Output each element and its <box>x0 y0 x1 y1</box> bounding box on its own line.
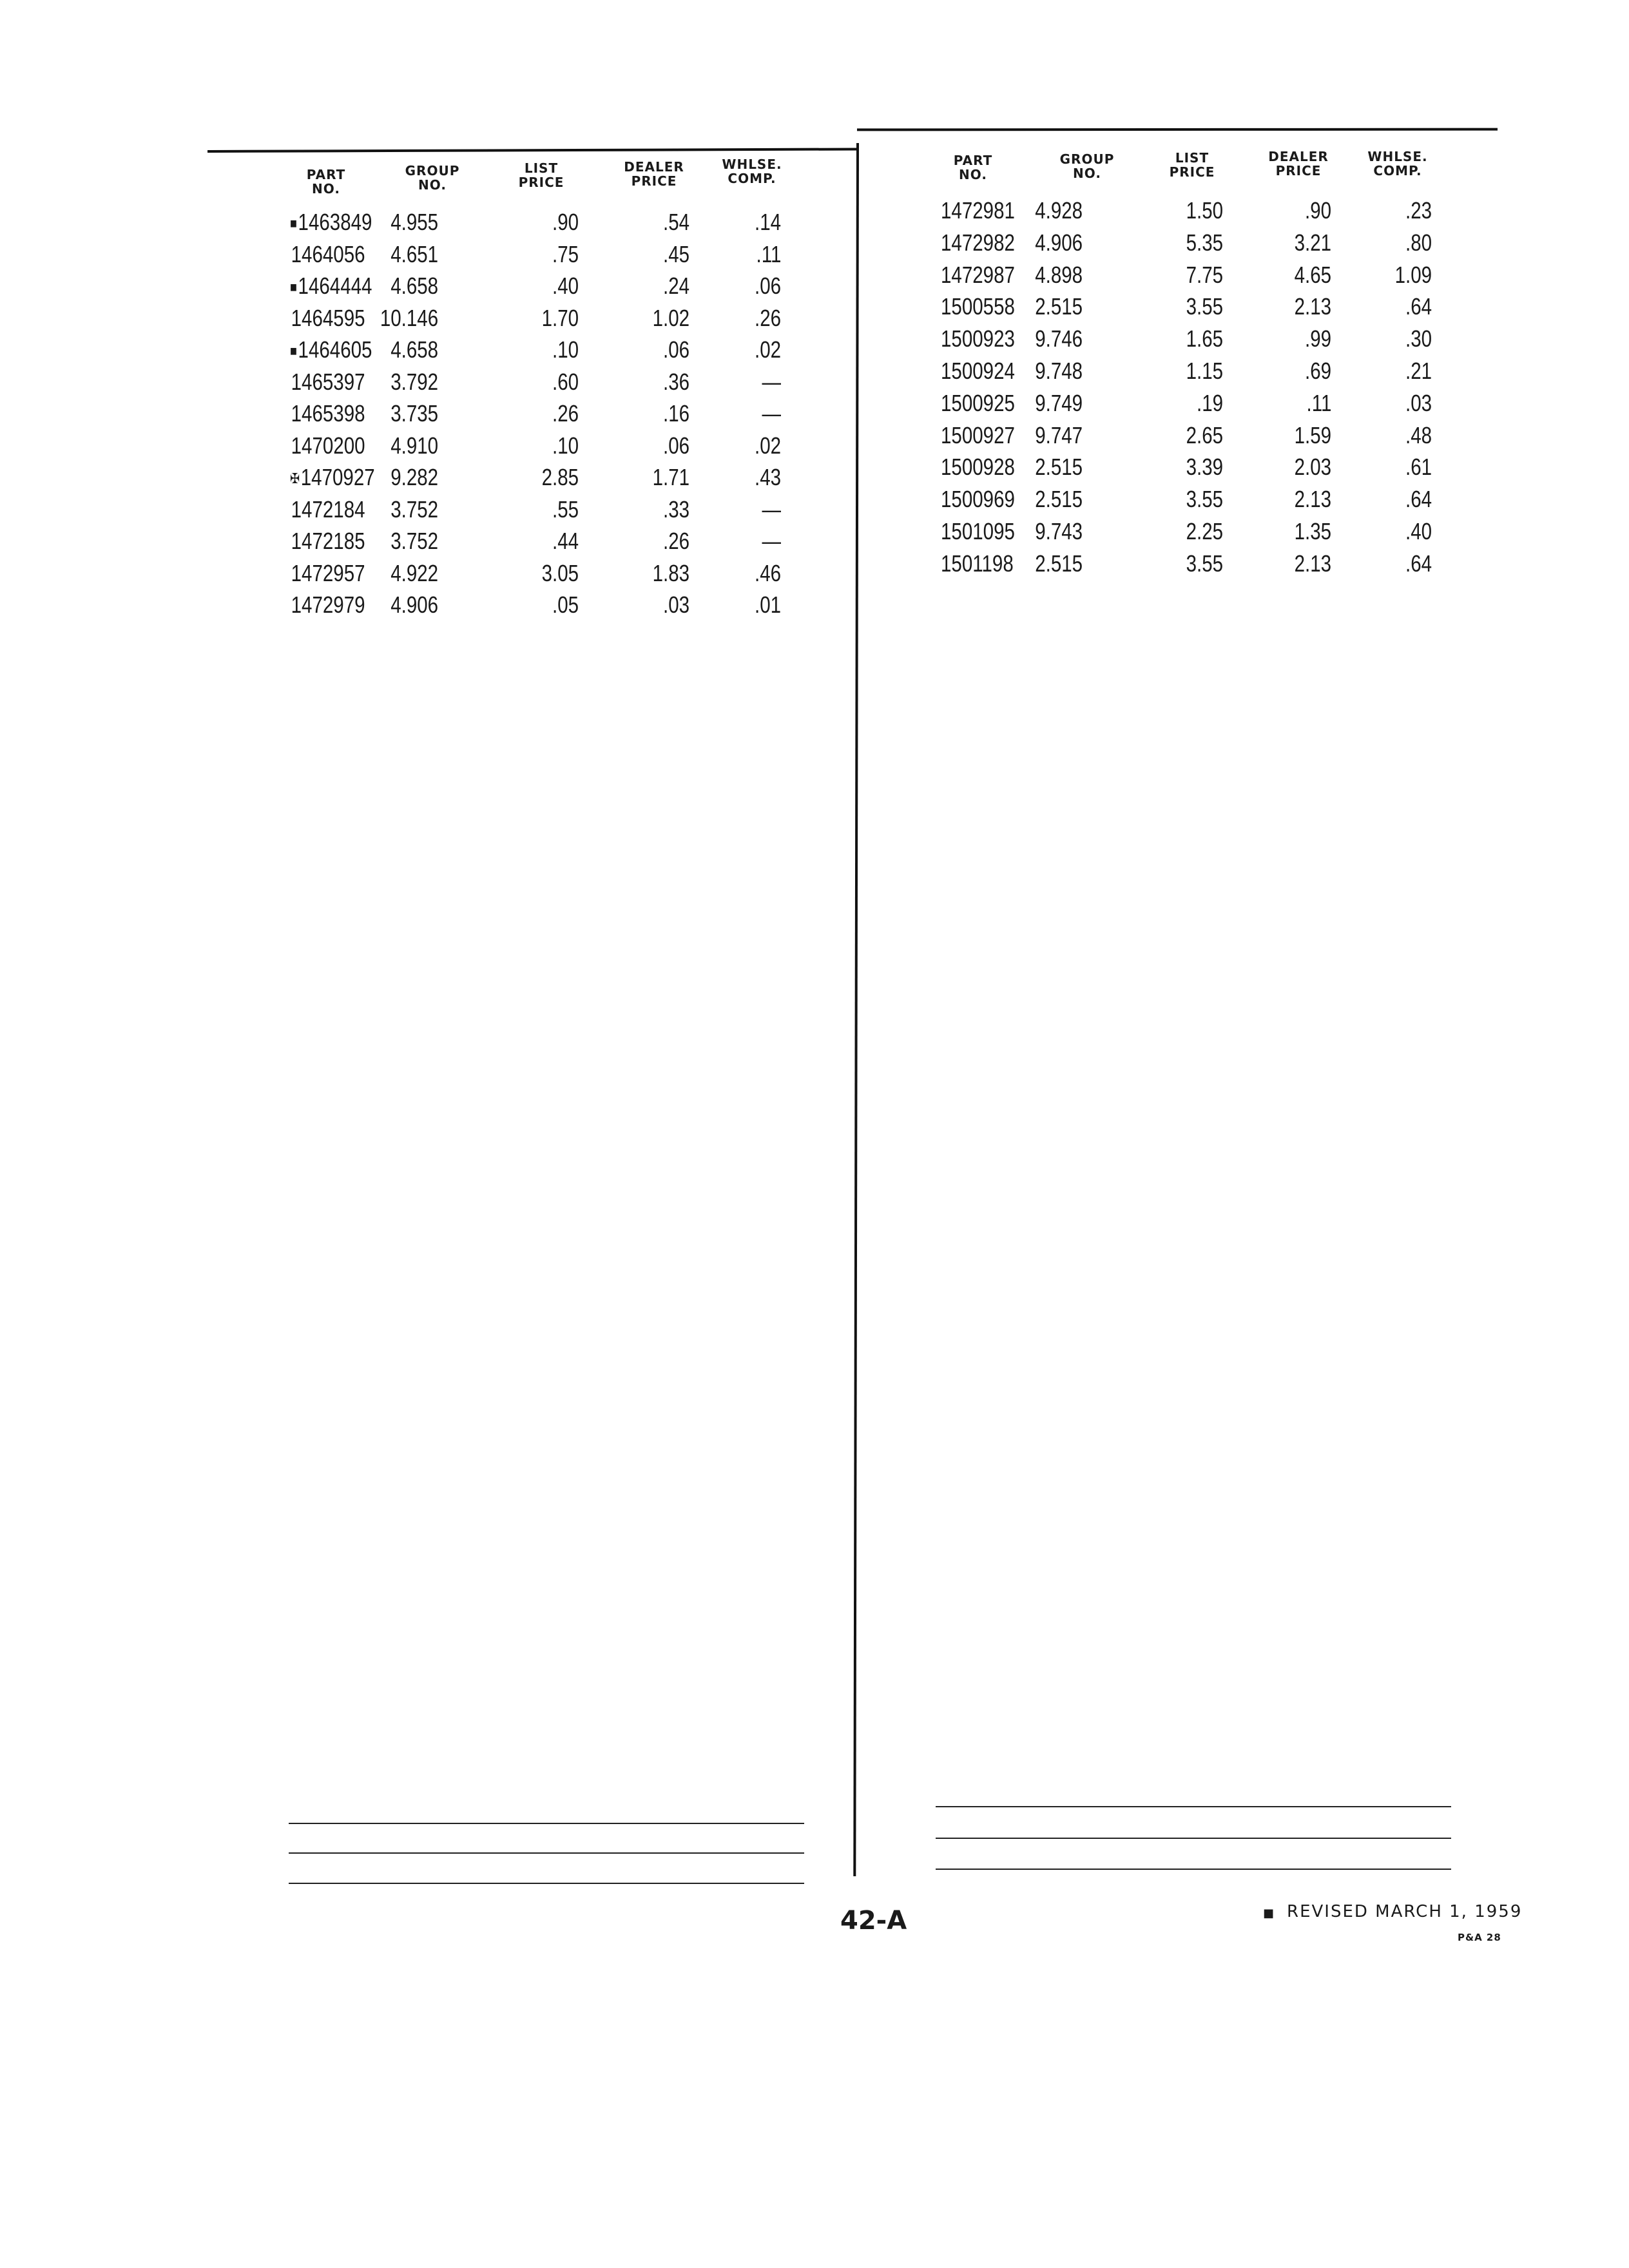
part-no-cell <box>290 366 365 398</box>
whlse-comp-cell: .26 <box>754 304 781 331</box>
whlse-comp-cell: — <box>762 368 781 395</box>
part-no-cell <box>941 291 1015 323</box>
dealer-price-cell: 1.59 <box>1294 421 1331 448</box>
blank-line-left-2 <box>289 1852 804 1854</box>
list-price-cell: 3.55 <box>1186 486 1223 513</box>
header-group-no: GROUP NO. <box>405 163 460 193</box>
part-no-cell <box>941 195 1015 227</box>
part-number: 1500923 <box>941 325 1015 352</box>
group-no-cell: 4.651 <box>390 240 438 267</box>
table-row <box>915 548 1482 580</box>
group-no-cell: 9.747 <box>1035 421 1083 448</box>
part-no-cell <box>290 461 375 495</box>
dealer-price-cell: .90 <box>1304 197 1331 224</box>
top-rule-left <box>207 148 858 153</box>
list-price-cell: 2.85 <box>541 464 579 490</box>
group-no-cell: 2.515 <box>1035 486 1083 513</box>
part-no-cell <box>941 515 1015 548</box>
whlse-comp-cell: .46 <box>754 559 781 586</box>
blank-line-left-1 <box>289 1823 804 1824</box>
table-row <box>271 494 838 526</box>
whlse-comp-cell: .21 <box>1405 358 1432 384</box>
part-number: 1501095 <box>941 518 1015 544</box>
table-row <box>915 259 1482 291</box>
dealer-price-cell: .11 <box>1306 389 1331 416</box>
dealer-price-cell: .03 <box>662 591 689 618</box>
dealer-price-cell: 2.03 <box>1294 454 1331 481</box>
header-part-no: PART NO. <box>306 167 346 197</box>
revised-date: REVISED MARCH 1, 1959 <box>1287 1902 1523 1921</box>
whlse-comp-cell: .23 <box>1405 197 1432 224</box>
whlse-comp-cell: 1.09 <box>1394 261 1432 288</box>
group-no-cell: 2.515 <box>1035 293 1083 320</box>
dealer-price-cell: .16 <box>662 400 689 427</box>
part-number: 1500924 <box>941 358 1015 384</box>
whlse-comp-cell: .40 <box>1405 518 1432 544</box>
dealer-price-cell: 1.83 <box>652 559 689 586</box>
list-price-cell: 1.50 <box>1186 197 1223 224</box>
table-row <box>915 195 1482 227</box>
part-number: 1472987 <box>941 261 1015 288</box>
dealer-price-cell: 1.71 <box>652 464 689 490</box>
part-no-cell <box>290 398 365 430</box>
table-row <box>271 398 838 430</box>
table-row <box>915 291 1482 323</box>
part-number: 1464595 <box>291 304 365 331</box>
dealer-price-cell: 2.13 <box>1294 486 1331 513</box>
whlse-comp-cell: .43 <box>754 464 781 490</box>
list-price-cell: 2.65 <box>1186 421 1223 448</box>
list-price-cell: .05 <box>552 591 579 618</box>
dealer-price-cell: 2.13 <box>1294 550 1331 577</box>
header-whlse-comp: WHLSE. COMP. <box>722 157 782 186</box>
table-row <box>271 430 838 462</box>
part-number: 1463849 <box>298 209 372 235</box>
group-no-cell: 9.746 <box>1035 325 1083 352</box>
whlse-comp-cell: .64 <box>1405 486 1432 513</box>
part-number: 1464056 <box>291 240 365 267</box>
dealer-price-cell: 2.13 <box>1294 293 1331 320</box>
header-list-price: LIST PRICE <box>518 160 564 190</box>
part-number: 1501198 <box>941 550 1014 577</box>
whlse-comp-cell: .30 <box>1405 325 1432 352</box>
part-number: 1472957 <box>291 559 365 586</box>
list-price-cell: 2.25 <box>1186 518 1223 544</box>
group-no-cell: 9.743 <box>1035 518 1083 544</box>
list-price-cell: .55 <box>552 495 579 523</box>
part-no-cell <box>941 419 1015 452</box>
header-group-no: GROUP NO. <box>1059 151 1115 181</box>
part-number: 1500969 <box>941 486 1015 513</box>
dealer-price-cell: .99 <box>1304 325 1331 352</box>
group-no-cell: 2.515 <box>1035 550 1083 577</box>
dealer-price-cell: 4.65 <box>1294 261 1331 288</box>
whlse-comp-cell: .03 <box>1405 389 1432 416</box>
table-row <box>271 589 838 621</box>
part-number: 1472979 <box>291 591 365 618</box>
blank-line-right-1 <box>936 1806 1451 1807</box>
whlse-comp-cell: .02 <box>754 336 781 363</box>
group-no-cell: 4.906 <box>1035 229 1083 256</box>
list-price-cell: .44 <box>552 528 579 554</box>
part-number: 1472982 <box>941 229 1015 256</box>
part-no-cell <box>941 483 1015 515</box>
center-divider <box>853 143 859 1876</box>
part-no-cell <box>290 206 372 240</box>
part-number: 1500925 <box>941 389 1015 416</box>
header-whlse-comp: WHLSE. COMP. <box>1367 149 1428 178</box>
list-price-cell: .90 <box>552 209 579 235</box>
part-no-cell <box>290 589 365 621</box>
blank-line-right-2 <box>936 1838 1451 1839</box>
whlse-comp-cell: .61 <box>1405 454 1432 481</box>
part-no-cell <box>941 548 1014 580</box>
part-no-cell <box>290 430 365 462</box>
part-number: 1470927 <box>300 464 375 490</box>
list-price-cell: .10 <box>552 432 579 459</box>
dealer-price-cell: .24 <box>662 273 689 299</box>
table-row <box>915 483 1482 515</box>
group-no-cell: 9.282 <box>390 464 438 490</box>
part-no-cell <box>941 387 1015 419</box>
dealer-price-cell: .45 <box>662 240 689 267</box>
table-row <box>271 238 838 271</box>
table-row <box>271 302 838 334</box>
group-no-cell: 4.955 <box>390 209 438 235</box>
revised-note <box>1263 1902 1522 1921</box>
group-no-cell: 4.658 <box>390 273 438 299</box>
list-price-cell: 1.65 <box>1186 325 1223 352</box>
part-no-cell <box>290 494 365 526</box>
whlse-comp-cell: .48 <box>1405 421 1432 448</box>
blank-line-left-3 <box>289 1883 804 1884</box>
group-no-cell: 4.928 <box>1035 197 1083 224</box>
whlse-comp-cell: — <box>762 528 781 554</box>
whlse-comp-cell: .02 <box>754 432 781 459</box>
whlse-comp-cell: .11 <box>756 240 781 267</box>
whlse-comp-cell: .06 <box>754 273 781 299</box>
left-parts-table <box>271 157 838 625</box>
revised-square-icon: ■ <box>290 343 297 360</box>
table-row <box>271 366 838 398</box>
header-list-price: LIST PRICE <box>1169 150 1215 180</box>
list-price-cell: .60 <box>552 368 579 395</box>
list-price-cell: 1.15 <box>1186 358 1223 384</box>
group-no-cell: 3.752 <box>390 528 438 554</box>
whlse-comp-cell: — <box>762 495 781 523</box>
list-price-cell: 3.55 <box>1186 293 1223 320</box>
group-no-cell: 3.792 <box>390 368 438 395</box>
part-no-cell <box>941 323 1015 355</box>
table-row <box>915 323 1482 355</box>
list-price-cell: 3.05 <box>541 559 579 586</box>
part-number: 1472185 <box>291 528 365 554</box>
dealer-price-cell: 3.21 <box>1294 229 1331 256</box>
list-price-cell: .26 <box>552 400 579 427</box>
part-number: 1464444 <box>298 273 372 299</box>
group-no-cell: 4.922 <box>390 559 438 586</box>
right-parts-table <box>915 148 1482 586</box>
part-no-cell <box>941 259 1015 291</box>
revised-square-icon: ■ <box>290 279 297 296</box>
table-row <box>271 461 838 494</box>
group-no-cell: 4.658 <box>390 336 438 363</box>
whlse-comp-cell: .80 <box>1405 229 1432 256</box>
whlse-comp-cell: .14 <box>754 209 781 235</box>
table-row <box>271 206 838 238</box>
dealer-price-cell: 1.35 <box>1294 518 1331 544</box>
header-part-no: PART NO. <box>953 153 993 182</box>
table-row <box>915 355 1482 387</box>
top-rule-right <box>857 128 1498 131</box>
list-price-cell: 1.70 <box>541 304 579 331</box>
part-number: 1470200 <box>291 432 365 459</box>
list-price-cell: 3.55 <box>1186 550 1223 577</box>
table-row <box>271 525 838 557</box>
dealer-price-cell: .26 <box>662 528 689 554</box>
list-price-cell: .40 <box>552 273 579 299</box>
table-row <box>271 270 838 302</box>
part-number: 1465397 <box>291 368 365 395</box>
group-no-cell: 10.146 <box>380 304 438 331</box>
page-number: 42-A <box>840 1906 907 1936</box>
group-no-cell: 4.898 <box>1035 261 1083 288</box>
group-no-cell: 4.906 <box>390 591 438 618</box>
part-number: 1500928 <box>941 454 1015 481</box>
whlse-comp-cell: .64 <box>1405 550 1432 577</box>
revised-square-icon: ■ <box>290 215 297 232</box>
part-number: 1500927 <box>941 421 1015 448</box>
whlse-comp-cell: .64 <box>1405 293 1432 320</box>
part-no-cell <box>941 451 1015 483</box>
list-price-cell: 7.75 <box>1186 261 1223 288</box>
dealer-price-cell: .06 <box>662 336 689 363</box>
header-dealer-price: DEALER PRICE <box>1268 149 1329 178</box>
page-code: P&A 28 <box>1458 1932 1501 1943</box>
part-number: 1472184 <box>291 495 365 523</box>
part-number: 1472981 <box>941 197 1015 224</box>
part-no-cell <box>290 270 372 303</box>
table-row <box>915 387 1482 419</box>
group-no-cell: 2.515 <box>1035 454 1083 481</box>
group-no-cell: 4.910 <box>390 432 438 459</box>
list-price-cell: 5.35 <box>1186 229 1223 256</box>
part-no-cell <box>290 557 365 590</box>
part-no-cell <box>290 525 365 557</box>
part-no-cell <box>290 334 372 367</box>
part-number: 1465398 <box>291 400 365 427</box>
group-no-cell: 9.748 <box>1035 358 1083 384</box>
table-row <box>271 557 838 590</box>
dealer-price-cell: .33 <box>662 495 689 523</box>
list-price-cell: .10 <box>552 336 579 363</box>
header-dealer-price: DEALER PRICE <box>624 159 684 189</box>
group-no-cell: 3.735 <box>390 400 438 427</box>
cross-mark-icon: ✠ <box>290 470 300 487</box>
part-no-cell <box>290 302 365 334</box>
part-number: 1500558 <box>941 293 1015 320</box>
dealer-price-cell: .06 <box>662 432 689 459</box>
whlse-comp-cell: .01 <box>754 591 781 618</box>
list-price-cell: .75 <box>552 240 579 267</box>
whlse-comp-cell: — <box>762 400 781 427</box>
revised-mark: ■ <box>1263 1907 1276 1920</box>
dealer-price-cell: 1.02 <box>652 304 689 331</box>
dealer-price-cell: .69 <box>1304 358 1331 384</box>
part-number: 1464605 <box>298 336 372 363</box>
blank-line-right-3 <box>936 1869 1451 1870</box>
part-no-cell <box>941 355 1015 387</box>
part-no-cell <box>941 227 1015 259</box>
table-row <box>915 515 1482 548</box>
table-row <box>915 451 1482 483</box>
list-price-cell: .19 <box>1196 389 1223 416</box>
dealer-price-cell: .54 <box>662 209 689 235</box>
table-row <box>915 419 1482 452</box>
list-price-cell: 3.39 <box>1186 454 1223 481</box>
part-no-cell <box>290 238 365 271</box>
table-row <box>271 334 838 366</box>
dealer-price-cell: .36 <box>662 368 689 395</box>
group-no-cell: 9.749 <box>1035 389 1083 416</box>
group-no-cell: 3.752 <box>390 495 438 523</box>
table-row <box>915 227 1482 259</box>
